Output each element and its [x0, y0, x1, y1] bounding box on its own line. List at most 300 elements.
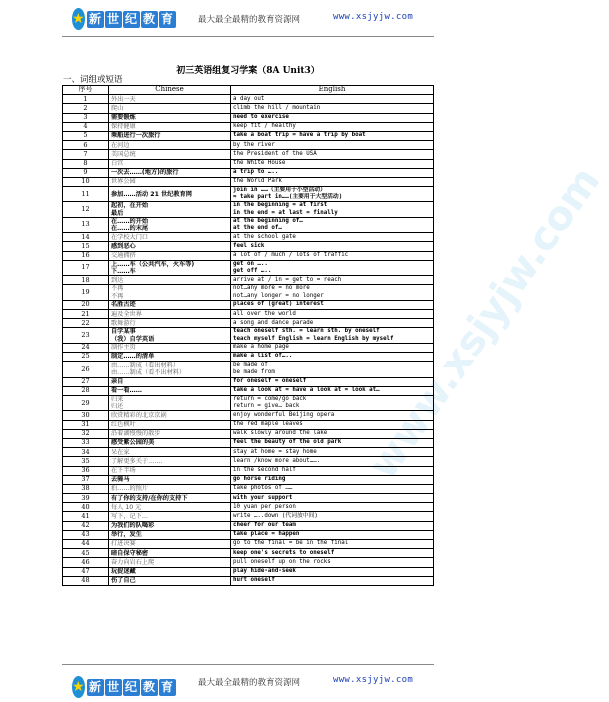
chinese-phrase: 名胜古迹 — [111, 301, 136, 309]
table-row — [63, 260, 434, 275]
chinese-phrase: 奋力向岩石上爬 — [111, 558, 155, 566]
chinese-cell — [109, 558, 231, 567]
chinese-cell — [109, 260, 231, 275]
table-row — [63, 549, 434, 558]
chinese-cell — [109, 466, 231, 475]
chinese-phrase: 伤了自己 — [111, 577, 136, 585]
table-row — [63, 512, 434, 521]
english-phrase: not…any more = no more — [233, 285, 310, 292]
column-header-english: English — [231, 86, 434, 95]
chinese-phrase: 在河边 — [111, 141, 130, 149]
english-phrase: cheer for our team — [233, 522, 296, 529]
table-row — [63, 395, 434, 410]
chinese-phrase: 世界公园 — [111, 178, 136, 186]
table-row — [63, 141, 434, 150]
table-row — [63, 319, 434, 328]
table-row — [63, 300, 434, 309]
chinese-cell — [109, 484, 231, 493]
logo-char: 世 — [105, 11, 122, 28]
chinese-phrase: 去骑马 — [111, 476, 130, 484]
english-phrase: go horse riding — [233, 476, 286, 483]
chinese-cell — [109, 310, 231, 319]
english-phrase: at the end of… — [233, 225, 282, 232]
english-phrase: return = come/go back — [233, 395, 307, 402]
row-number: 20 — [63, 300, 109, 309]
chinese-cell — [109, 150, 231, 159]
row-number: 43 — [63, 530, 109, 539]
english-cell — [231, 353, 434, 362]
english-phrase: keep one's secrets to oneself — [233, 549, 335, 556]
english-cell — [231, 141, 434, 150]
row-number: 28 — [63, 386, 109, 395]
english-phrase: be made from — [233, 369, 275, 376]
chinese-cell — [109, 300, 231, 309]
english-cell — [231, 177, 434, 186]
english-cell — [231, 300, 434, 309]
row-number: 36 — [63, 466, 109, 475]
page-footer — [0, 664, 496, 702]
page-header — [0, 0, 496, 38]
chinese-phrase: 举行，发生 — [111, 531, 142, 539]
chinese-cell — [109, 395, 231, 410]
footer-slogan: 最大最全最精的教育资源网 — [198, 678, 301, 688]
english-phrase: not…any longer = no longer — [233, 292, 324, 299]
chinese-phrase: 爬山 — [111, 104, 124, 112]
chinese-phrase: （我）自学英语 — [111, 335, 155, 343]
english-cell — [231, 512, 434, 521]
english-cell — [231, 131, 434, 140]
chinese-cell — [109, 457, 231, 466]
english-cell — [231, 411, 434, 420]
chinese-cell — [109, 168, 231, 177]
chinese-phrase: 打进决赛 — [111, 540, 136, 548]
english-phrase: need to exercise — [233, 114, 289, 121]
english-phrase: places of (great) interest — [233, 301, 324, 308]
table-row — [63, 386, 434, 395]
english-cell — [231, 95, 434, 104]
table-row — [63, 177, 434, 186]
row-number: 40 — [63, 503, 109, 512]
english-phrase: at the school gate — [233, 233, 296, 240]
logo-char: 教 — [141, 11, 158, 28]
logo-char: 纪 — [123, 679, 140, 696]
row-number: 1 — [63, 95, 109, 104]
table-row — [63, 95, 434, 104]
table-row — [63, 276, 434, 285]
table-row — [63, 530, 434, 539]
table-row — [63, 202, 434, 217]
english-cell — [231, 319, 434, 328]
chinese-cell — [109, 362, 231, 377]
row-number: 45 — [63, 549, 109, 558]
chinese-cell — [109, 217, 231, 232]
english-cell — [231, 343, 434, 352]
row-number: 29 — [63, 395, 109, 410]
english-cell — [231, 466, 434, 475]
chinese-phrase: 外出一天 — [111, 95, 136, 103]
chinese-phrase: 一次去……(地方)的旅行 — [111, 169, 179, 177]
chinese-phrase: 看一看…… — [111, 387, 142, 395]
english-phrase: in the end = at last = finally — [233, 209, 338, 216]
chinese-phrase: 感到恶心 — [111, 242, 136, 250]
table-row — [63, 567, 434, 576]
english-phrase: teach myself English = learn English by myself — [233, 335, 394, 342]
star-icon: ★ — [72, 676, 85, 698]
chinese-cell — [109, 285, 231, 300]
chinese-phrase: 乘船进行一次旅行 — [111, 132, 161, 140]
chinese-phrase: 玩捉迷藏 — [111, 568, 136, 576]
chinese-phrase: 交通拥挤 — [111, 252, 136, 260]
chinese-cell — [109, 420, 231, 429]
english-phrase: take place = happen — [233, 531, 300, 538]
table-row — [63, 328, 434, 343]
row-number: 4 — [63, 122, 109, 131]
table-row — [63, 353, 434, 362]
table-row — [63, 150, 434, 159]
english-cell — [231, 217, 434, 232]
row-number: 18 — [63, 276, 109, 285]
page-title: 初三英语组复习学案（8A Unit3） — [176, 66, 320, 76]
chinese-cell — [109, 549, 231, 558]
chinese-cell — [109, 328, 231, 343]
english-phrase: keep fit / healthy — [233, 123, 296, 130]
english-phrase: the President of the USA — [233, 150, 317, 157]
chinese-phrase: 在……的末尾 — [111, 225, 149, 233]
english-phrase: take a boat trip = have a trip by boat — [233, 132, 366, 139]
english-cell — [231, 576, 434, 585]
row-number: 30 — [63, 411, 109, 420]
table-row — [63, 242, 434, 251]
chinese-cell — [109, 494, 231, 503]
chinese-cell — [109, 113, 231, 122]
chinese-phrase: 起初，在开始 — [111, 202, 149, 210]
english-cell — [231, 168, 434, 177]
chinese-cell — [109, 131, 231, 140]
english-cell — [231, 377, 434, 386]
english-phrase: arrive at / in = get to = reach — [233, 276, 342, 283]
chinese-cell — [109, 122, 231, 131]
row-number: 39 — [63, 494, 109, 503]
english-cell — [231, 540, 434, 549]
chinese-phrase: 需要锻炼 — [111, 114, 136, 122]
row-number: 25 — [63, 353, 109, 362]
english-cell — [231, 150, 434, 159]
chinese-phrase: 亲自 — [111, 378, 124, 386]
english-cell — [231, 113, 434, 122]
row-number: 32 — [63, 429, 109, 438]
chinese-phrase: 在……的开始 — [111, 217, 149, 225]
chinese-cell — [109, 141, 231, 150]
table-row — [63, 104, 434, 113]
english-phrase: = take part in……(主要用于大型活动) — [233, 194, 343, 201]
chinese-phrase: 白宫 — [111, 159, 124, 167]
logo-char: 新 — [87, 11, 104, 28]
chinese-cell — [109, 429, 231, 438]
english-phrase: join in ……（主要用于小型活动） — [233, 187, 326, 194]
chinese-phrase: 归还 — [111, 403, 124, 411]
row-number: 5 — [63, 131, 109, 140]
table-row — [63, 484, 434, 493]
row-number: 24 — [63, 343, 109, 352]
english-phrase: with your support — [233, 494, 293, 501]
english-cell — [231, 233, 434, 242]
english-phrase: by the river — [233, 141, 275, 148]
row-number: 8 — [63, 159, 109, 168]
chinese-phrase: 呆在家 — [111, 448, 130, 456]
table-row — [63, 122, 434, 131]
chinese-cell — [109, 276, 231, 285]
chinese-phrase: 不再 — [111, 285, 124, 293]
chinese-phrase: 感受紫公园的美 — [111, 439, 155, 447]
english-phrase: a lot of / much / lots of traffic — [233, 252, 349, 259]
chinese-phrase: 了解更多关于……. — [111, 457, 163, 465]
english-cell — [231, 251, 434, 260]
english-cell — [231, 328, 434, 343]
english-cell — [231, 104, 434, 113]
chinese-phrase: 在学校大门口 — [111, 233, 149, 241]
english-cell — [231, 549, 434, 558]
chinese-cell — [109, 95, 231, 104]
table-row — [63, 113, 434, 122]
english-cell — [231, 448, 434, 457]
table-row — [63, 558, 434, 567]
header-url[interactable]: www.xsjyjw.com — [333, 12, 414, 22]
chinese-phrase: 有了你的支持/在你的支持下 — [111, 494, 188, 502]
english-cell — [231, 187, 434, 202]
english-phrase: take a look at = have a look at = look at… — [233, 387, 380, 394]
row-number: 46 — [63, 558, 109, 567]
column-header-chinese: Chinese — [109, 86, 231, 95]
english-phrase: a trip to ….. — [233, 169, 279, 176]
chinese-cell — [109, 233, 231, 242]
site-logo — [72, 6, 174, 32]
english-phrase: write …..down (代词放中间) — [233, 512, 318, 519]
english-cell — [231, 429, 434, 438]
chinese-phrase: 不再 — [111, 292, 124, 300]
row-number: 12 — [63, 202, 109, 217]
chinese-phrase: 拍……的照片 — [111, 485, 149, 493]
chinese-cell — [109, 448, 231, 457]
chinese-cell — [109, 576, 231, 585]
chinese-cell — [109, 177, 231, 186]
chinese-phrase: 到达 — [111, 276, 124, 284]
english-phrase: feel sick — [233, 242, 265, 249]
chinese-phrase: 沿着湖慢慢的散步 — [111, 430, 161, 438]
chinese-cell — [109, 377, 231, 386]
english-cell — [231, 420, 434, 429]
chinese-cell — [109, 540, 231, 549]
table-row — [63, 457, 434, 466]
chinese-phrase: 红色枫叶 — [111, 421, 136, 429]
chinese-phrase: 自学某事 — [111, 328, 136, 336]
chinese-phrase: 美国总统 — [111, 150, 136, 158]
chinese-phrase: 参加……活动 21 世纪教育网 — [111, 190, 192, 198]
english-cell — [231, 457, 434, 466]
row-number: 19 — [63, 285, 109, 300]
table-row — [63, 540, 434, 549]
table-row — [63, 503, 434, 512]
chinese-phrase: 为我们的队喝彩 — [111, 522, 155, 530]
chinese-cell — [109, 567, 231, 576]
row-number: 11 — [63, 187, 109, 202]
table-row — [63, 420, 434, 429]
chinese-phrase: 暗自保守秘密 — [111, 549, 149, 557]
row-number: 9 — [63, 168, 109, 177]
chinese-cell — [109, 353, 231, 362]
table-row — [63, 168, 434, 177]
english-phrase: for oneself = oneself — [233, 378, 307, 385]
chinese-cell — [109, 319, 231, 328]
english-cell — [231, 484, 434, 493]
english-phrase: hurt oneself — [233, 577, 275, 584]
row-number: 15 — [63, 242, 109, 251]
table-row — [63, 233, 434, 242]
chinese-cell — [109, 475, 231, 484]
english-cell — [231, 386, 434, 395]
row-number: 22 — [63, 319, 109, 328]
row-number: 48 — [63, 576, 109, 585]
english-phrase: pull oneself up on the rocks — [233, 558, 331, 565]
row-number: 44 — [63, 540, 109, 549]
chinese-cell — [109, 242, 231, 251]
chinese-cell — [109, 202, 231, 217]
chinese-cell — [109, 343, 231, 352]
chinese-phrase: 上……车（公共汽车，火车等) — [111, 260, 195, 268]
row-number: 17 — [63, 260, 109, 275]
table-row — [63, 448, 434, 457]
english-phrase: enjoy wonderful Beijing opera — [233, 411, 335, 418]
row-number: 42 — [63, 521, 109, 530]
chinese-phrase: 下……车 — [111, 268, 136, 276]
table-row — [63, 475, 434, 484]
logo-char: 育 — [159, 679, 176, 696]
header-divider — [62, 36, 434, 37]
row-number: 35 — [63, 457, 109, 466]
table-row — [63, 217, 434, 232]
table-row — [63, 131, 434, 140]
english-phrase: go to the final = be in the final — [233, 540, 349, 547]
row-number: 33 — [63, 438, 109, 447]
chinese-phrase: 由……制成（看出材料） — [111, 362, 180, 370]
english-phrase: stay at home = stay home — [233, 448, 317, 455]
chinese-cell — [109, 251, 231, 260]
chinese-phrase: 每人 10 元 — [111, 503, 142, 511]
chinese-phrase: 歌舞游行 — [111, 319, 136, 327]
table-row — [63, 576, 434, 585]
row-number: 10 — [63, 177, 109, 186]
row-number: 13 — [63, 217, 109, 232]
table-row — [63, 310, 434, 319]
english-cell — [231, 395, 434, 410]
logo-char: 新 — [87, 679, 104, 696]
chinese-phrase: 归来 — [111, 395, 124, 403]
table-row — [63, 494, 434, 503]
watermark: www.xsjyjw.com — [359, 158, 609, 488]
table-row — [63, 411, 434, 420]
chinese-cell — [109, 503, 231, 512]
chinese-cell — [109, 521, 231, 530]
table-row — [63, 429, 434, 438]
english-cell — [231, 362, 434, 377]
star-icon: ★ — [72, 8, 85, 30]
row-number: 41 — [63, 512, 109, 521]
english-phrase: in the second half — [233, 466, 296, 473]
english-cell — [231, 475, 434, 484]
english-phrase: at the beginning of… — [233, 217, 303, 224]
table-row — [63, 343, 434, 352]
table-row — [63, 159, 434, 168]
header-slogan: 最大最全最精的教育资源网 — [198, 15, 301, 25]
english-phrase: make a list of….. — [233, 353, 293, 360]
chinese-cell — [109, 104, 231, 113]
table-row — [63, 251, 434, 260]
logo-char: 育 — [159, 11, 176, 28]
table-row — [63, 187, 434, 202]
table-row — [63, 521, 434, 530]
row-number: 37 — [63, 475, 109, 484]
english-cell — [231, 242, 434, 251]
english-phrase: the red maple leaves — [233, 421, 303, 428]
english-phrase: all over the world — [233, 310, 296, 317]
chinese-cell — [109, 159, 231, 168]
table-row — [63, 285, 434, 300]
english-phrase: get on ….. — [233, 260, 268, 267]
english-cell — [231, 567, 434, 576]
row-number: 26 — [63, 362, 109, 377]
chinese-phrase: 欣赏精彩的北京京剧 — [111, 411, 167, 419]
row-number: 27 — [63, 377, 109, 386]
table-row — [63, 466, 434, 475]
english-cell — [231, 310, 434, 319]
chinese-phrase: 保持健康 — [111, 123, 136, 131]
row-number: 34 — [63, 448, 109, 457]
chinese-phrase: 制定……的清单 — [111, 353, 155, 361]
english-cell — [231, 276, 434, 285]
english-cell — [231, 438, 434, 447]
footer-url[interactable]: www.xsjyjw.com — [333, 675, 414, 685]
english-phrase: a day out — [233, 95, 265, 102]
row-number: 21 — [63, 310, 109, 319]
table-row — [63, 438, 434, 447]
chinese-cell — [109, 386, 231, 395]
english-cell — [231, 558, 434, 567]
table-row — [63, 377, 434, 386]
english-phrase: 10 yuan per person — [233, 503, 296, 510]
english-phrase: take photos of …… — [233, 485, 293, 492]
chinese-cell — [109, 530, 231, 539]
english-phrase: the World Park — [233, 178, 282, 185]
chinese-cell — [109, 411, 231, 420]
column-header-number: 序号 — [63, 86, 109, 95]
row-number: 31 — [63, 420, 109, 429]
table-header-row — [63, 86, 434, 95]
logo-char: 纪 — [123, 11, 140, 28]
english-cell — [231, 159, 434, 168]
logo-char: 世 — [105, 679, 122, 696]
english-phrase: in the beginning = at first — [233, 202, 328, 209]
english-phrase: a song and dance parade — [233, 319, 314, 326]
row-number: 47 — [63, 567, 109, 576]
english-cell — [231, 521, 434, 530]
english-cell — [231, 202, 434, 217]
english-phrase: teach oneself sth. = learn sth. by oneself — [233, 328, 380, 335]
section-heading: 一、词组或短语 — [63, 75, 123, 85]
english-phrase: feel the beauty of the old park — [233, 439, 342, 446]
english-phrase: return = give… back — [233, 403, 300, 410]
english-cell — [231, 285, 434, 300]
english-phrase: be made of — [233, 362, 268, 369]
row-number: 3 — [63, 113, 109, 122]
